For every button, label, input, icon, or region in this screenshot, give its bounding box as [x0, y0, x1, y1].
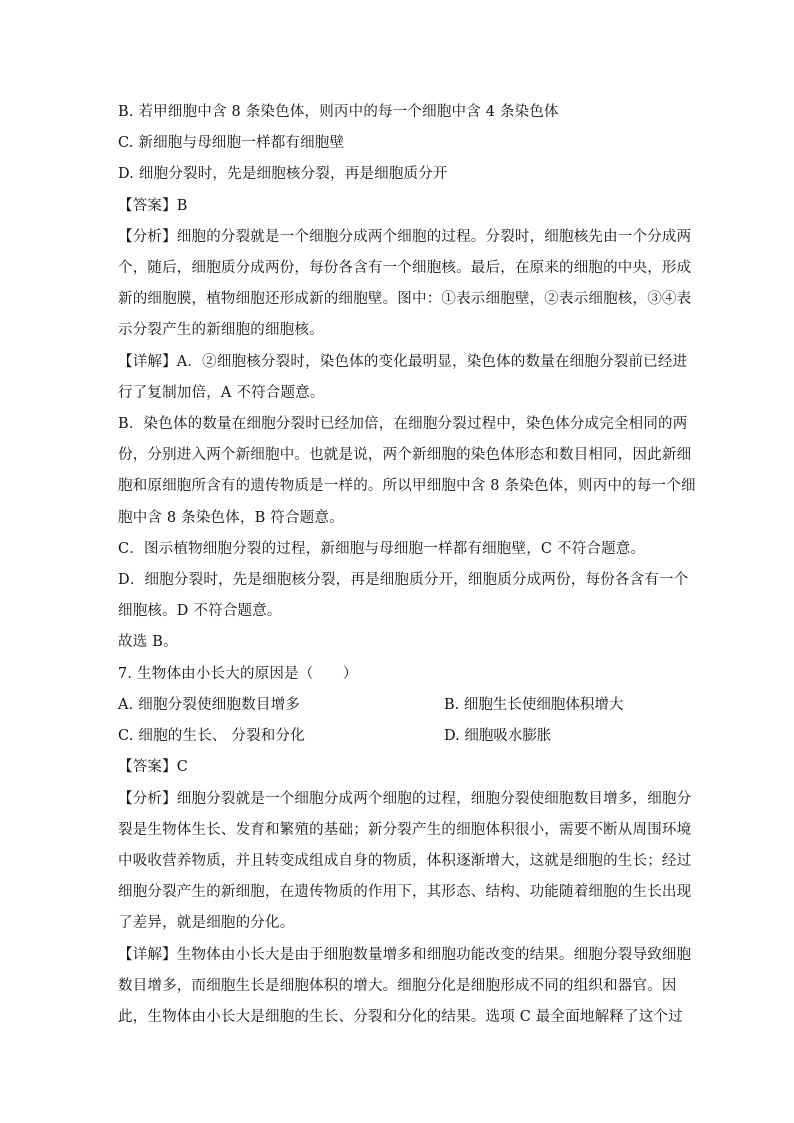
q6-analysis-line: 个，随后，细胞质分成两份，每份各含有一个细胞核。最后，在原来的细胞的中央，形成 — [118, 260, 692, 276]
q7-option-c: C. 细胞的生长、 分裂和分化 — [118, 728, 305, 744]
q6-detail-line: C．图示植物细胞分裂的过程，新细胞与母细胞一样都有细胞壁，C 不符合题意。 — [118, 541, 646, 557]
q7-analysis-line: 细胞分裂产生的新细胞，在遗传物质的作用下，其形态、结构、功能随着细胞的生长出现 — [118, 884, 692, 900]
q7-detail-line: 数目增多，而细胞生长是细胞体积的增大。细胞分化是细胞形成不同的组织和器官。因 — [118, 978, 677, 994]
q7-option-b: B. 细胞生长使细胞体积增大 — [444, 697, 624, 713]
q6-analysis-line: 【分析】细胞的分裂就是一个细胞分成两个细胞的过程。分裂时，细胞核先由一个分成两 — [118, 229, 692, 245]
q6-analysis-line: 示分裂产生的新细胞的细胞核。 — [118, 322, 324, 338]
q6-detail-line: 细胞核。D 不符合题意。 — [118, 603, 282, 619]
q6-detail-line: B．染色体的数量在细胞分裂时已经加倍，在细胞分裂过程中，染色体分成完全相同的两 — [118, 416, 688, 432]
q6-conclusion: 故选 B。 — [118, 634, 178, 650]
q6-option-d: D. 细胞分裂时，先是细胞核分裂，再是细胞质分开 — [118, 166, 448, 182]
q7-detail-line: 此，生物体由小长大是细胞的生长、分裂和分化的结果。选项 C 最全面地解释了这个过 — [118, 1009, 683, 1025]
q6-detail-line: 胞和原细胞所含有的遗传物质是一样的。所以甲细胞中含 8 条染色体，则丙中的每一个细 — [118, 478, 696, 494]
q6-detail-line: 胞中含 8 条染色体，B 符合题意。 — [118, 510, 344, 526]
q7-analysis-line: 中吸收营养物质，并且转变成组成自身的物质，体积逐渐增大，这就是细胞的生长；经过 — [118, 853, 692, 869]
q6-detail-line: 份，分别进入两个新细胞中。也就是说，两个新细胞的染色体形态和数目相同，因此新细 — [118, 447, 692, 463]
q7-analysis-line: 裂是生物体生长、发育和繁殖的基础；新分裂产生的细胞体积很小，需要不断从周围环境 — [118, 822, 692, 838]
q7-answer: 【答案】C — [118, 759, 189, 775]
q6-answer: 【答案】B — [118, 198, 188, 214]
q6-option-c: C. 新细胞与母细胞一样都有细胞壁 — [118, 135, 345, 151]
q7-option-a: A. 细胞分裂使细胞数目增多 — [118, 697, 300, 713]
q6-option-b: B. 若甲细胞中含 8 条染色体，则丙中的每一个细胞中含 4 条染色体 — [118, 104, 559, 120]
q6-analysis-line: 新的细胞膜，植物细胞还形成新的细胞壁。图中：①表示细胞壁，②表示细胞核，③④表 — [118, 291, 692, 307]
q6-detail-line: D．细胞分裂时，先是细胞核分裂，再是细胞质分开，细胞质分成两份，每份各含有一个 — [118, 572, 689, 588]
q6-detail-line: 行了复制加倍，A 不符合题意。 — [118, 385, 325, 401]
q7-option-d: D. 细胞吸水膨胀 — [444, 728, 552, 744]
q7-analysis-line: 【分析】细胞分裂就是一个细胞分成两个细胞的过程，细胞分裂使细胞数目增多，细胞分 — [118, 791, 692, 807]
q7-analysis-line: 了差异，就是细胞的分化。 — [118, 915, 295, 931]
q7-stem: 7. 生物体由小长大的原因是（ ） — [118, 666, 358, 682]
q7-detail-line: 【详解】生物体由小长大是由于细胞数量增多和细胞功能改变的结果。细胞分裂导致细胞 — [118, 947, 692, 963]
q6-detail-line: 【详解】A．②细胞核分裂时，染色体的变化最明显，染色体的数量在细胞分裂前已经进 — [118, 354, 688, 370]
